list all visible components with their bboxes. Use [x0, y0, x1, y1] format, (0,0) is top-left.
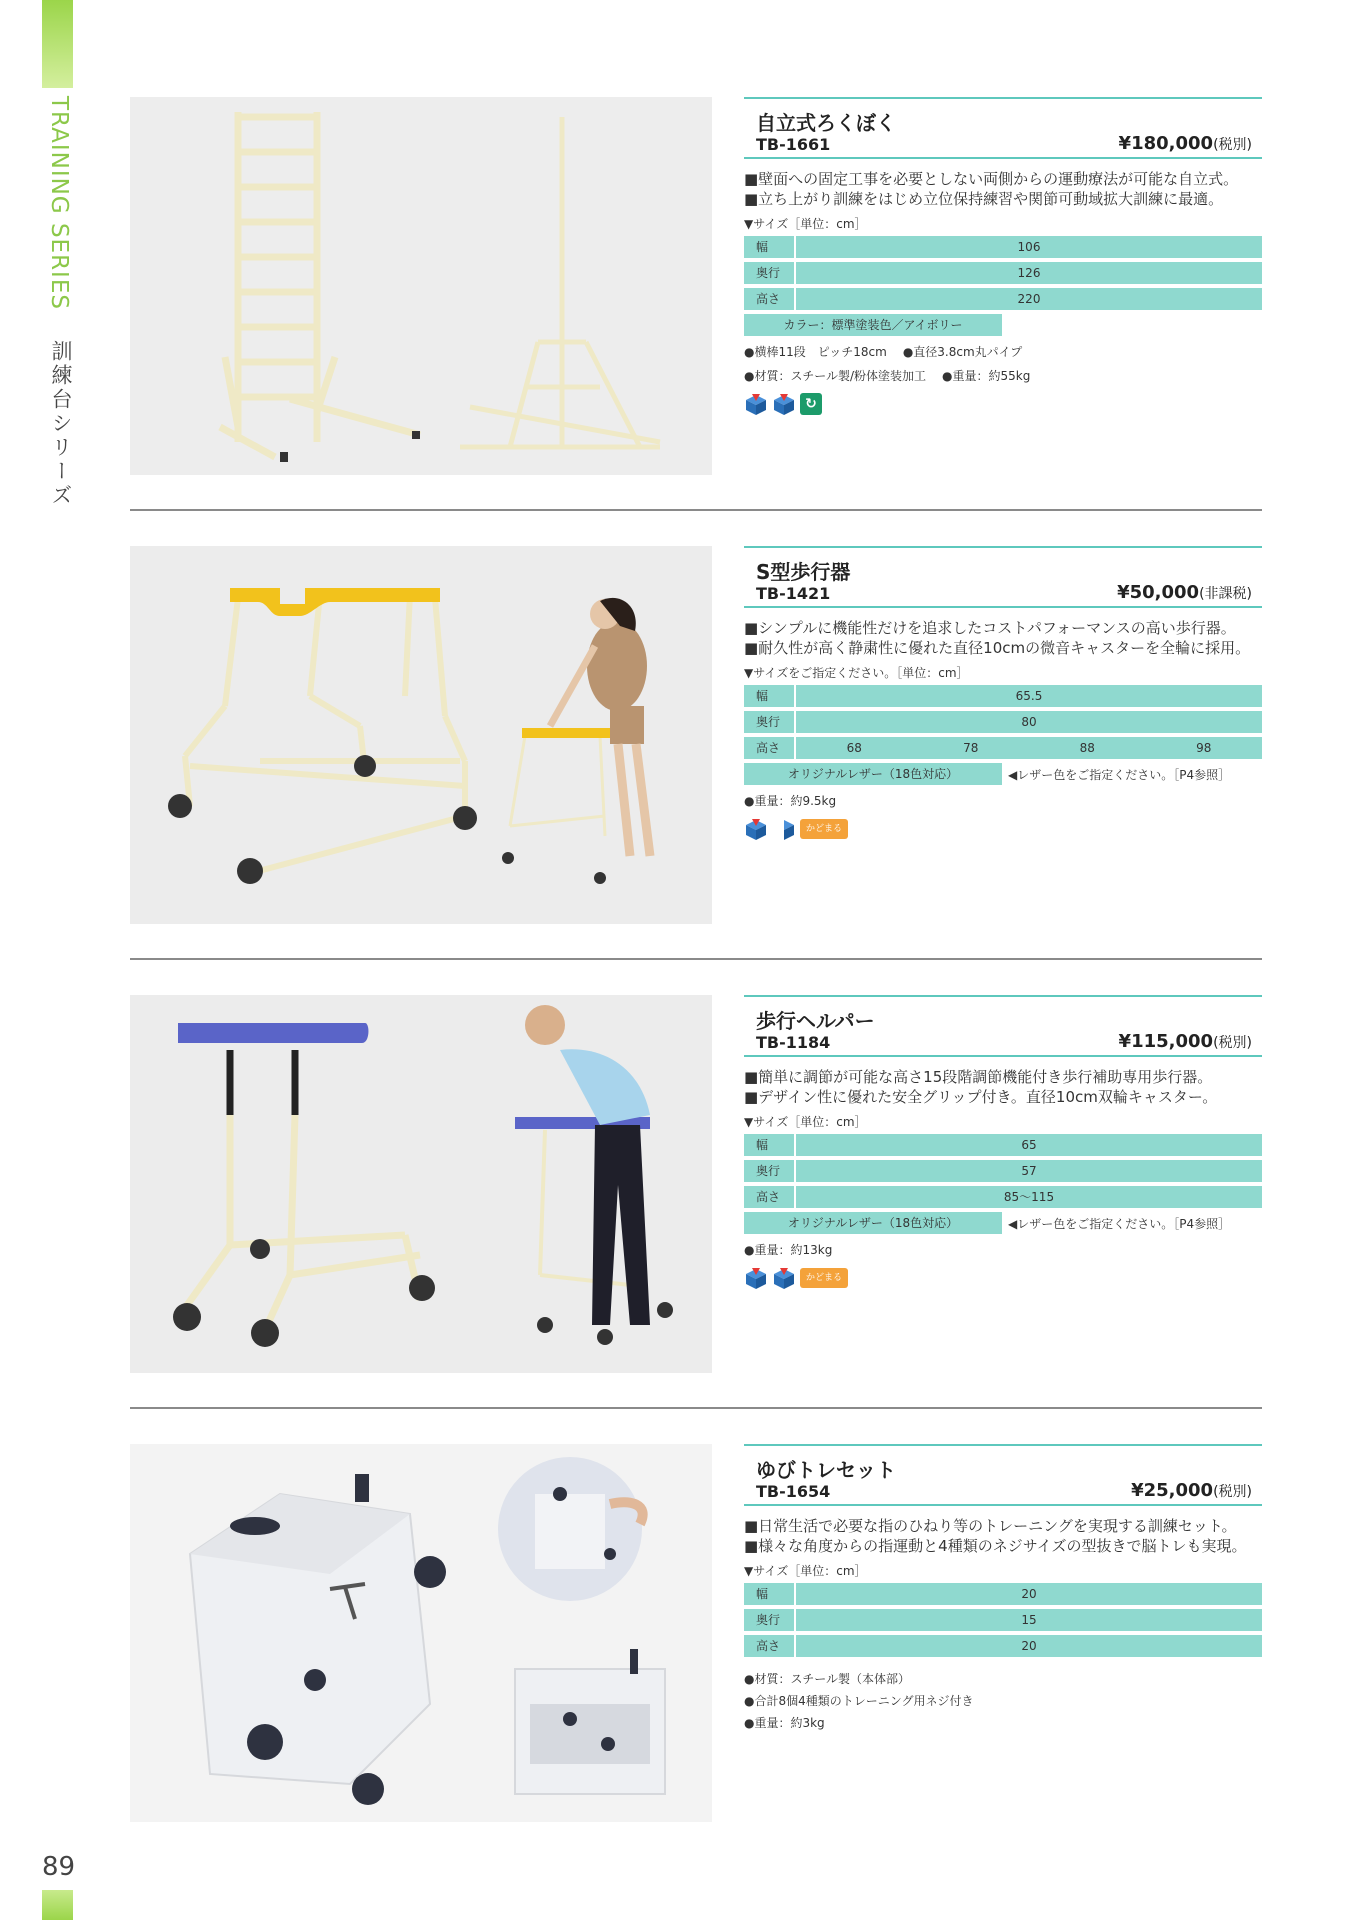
- size-label: 奥行: [744, 711, 796, 733]
- spec-item: ●材質：スチール製/粉体塗装加工: [744, 369, 927, 383]
- product-name: ゆびトレセット: [756, 1458, 896, 1482]
- tax-label: (税別): [1213, 1484, 1252, 1500]
- spec-item: ●重量：約3kg: [744, 1716, 825, 1730]
- feature-icons: [744, 817, 1262, 841]
- size-value: 106: [1017, 240, 1041, 254]
- leather-chip: オリジナルレザー（18色対応）: [744, 1212, 1002, 1234]
- size-row: [744, 1609, 1262, 1631]
- size-value: 85〜115: [1003, 1190, 1055, 1204]
- size-row: [744, 737, 1262, 759]
- leather-note: ◀レザー色をご指定ください。［P4参照］: [1008, 767, 1231, 782]
- series-title-en: TRAINING SERIES: [46, 96, 72, 310]
- size-row: [744, 1186, 1262, 1208]
- delivery-cube-icon: [744, 817, 768, 841]
- size-value: 20: [1021, 1639, 1037, 1653]
- product-info: [744, 995, 1262, 1290]
- delivery-cube-icon: [744, 1266, 768, 1290]
- size-value: 80: [1021, 715, 1037, 729]
- leather-chip-row: [744, 763, 1262, 785]
- product-price: [1117, 582, 1252, 603]
- size-row: [744, 685, 1262, 707]
- section-divider: [130, 509, 1262, 511]
- size-table: [744, 236, 1262, 310]
- heading-rule: [744, 1444, 1262, 1446]
- code-price-row: [744, 133, 1262, 159]
- rounded-corner-tag-icon: かどまる: [800, 819, 848, 839]
- color-chip: カラー：標準塗装色／アイボリー: [744, 314, 1002, 336]
- size-value: 20: [1021, 1587, 1037, 1601]
- spec-line: [744, 1715, 1262, 1731]
- product-code: TB-1184: [756, 1033, 831, 1052]
- sidebar-accent-top: [42, 0, 73, 88]
- leather-chip-row: [744, 1212, 1262, 1234]
- spec-line: [744, 368, 1262, 384]
- size-value: 57: [1021, 1164, 1037, 1178]
- tax-label: (非課税): [1199, 586, 1252, 602]
- size-label: 高さ: [744, 288, 796, 310]
- size-value: 65: [1021, 1138, 1037, 1152]
- heading-rule: [744, 995, 1262, 997]
- description-line: ■シンプルに機能性だけを追求したコストパフォーマンスの高い歩行器。: [744, 619, 1236, 637]
- spec-line: [744, 793, 1262, 809]
- price-value: ¥180,000: [1118, 133, 1214, 154]
- size-value: 65.5: [1015, 689, 1043, 703]
- size-value: 220: [1017, 292, 1041, 306]
- product-photo: [130, 995, 712, 1373]
- size-table: [744, 1134, 1262, 1208]
- size-caption: ▼サイズ［単位：cm］: [744, 1564, 867, 1578]
- description-line: ■簡単に調節が可能な高さ15段階調節機能付き歩行補助専用歩行器。: [744, 1068, 1213, 1086]
- section-divider: [130, 958, 1262, 960]
- delivery-cube-icon: [772, 392, 796, 416]
- size-label: 奥行: [744, 262, 796, 284]
- heading-rule: [744, 97, 1262, 99]
- feature-icons: [744, 392, 1262, 416]
- description-line: ■壁面への固定工事を必要としない両側からの運動療法が可能な自立式。: [744, 170, 1239, 188]
- spec-item: ●材質：スチール製（本体部）: [744, 1672, 910, 1686]
- spec-item: ●直径3.8cm丸パイプ: [902, 345, 1023, 359]
- product-card: [130, 1444, 1262, 1824]
- size-row: [744, 236, 1262, 258]
- spec-line: [744, 1671, 1262, 1687]
- product-card: [130, 995, 1262, 1375]
- tax-label: (税別): [1213, 1035, 1252, 1051]
- color-chip-row: [744, 314, 1262, 336]
- product-photo: [130, 1444, 712, 1822]
- height-option: 78: [963, 741, 979, 755]
- product-price: [1119, 1031, 1252, 1052]
- description-line: ■立ち上がり訓練をはじめ立位保持練習や関節可動域拡大訓練に最適。: [744, 190, 1224, 208]
- size-label: 高さ: [744, 1635, 796, 1657]
- product-name: 歩行ヘルパー: [756, 1009, 875, 1033]
- recycle-icon: ↻: [800, 393, 822, 415]
- product-code: TB-1421: [756, 584, 831, 603]
- spec-item: ●重量：約55kg: [942, 369, 1031, 383]
- size-label: 幅: [744, 1583, 796, 1605]
- product-photo: [130, 97, 712, 475]
- product-photo: [130, 546, 712, 924]
- description-line: ■耐久性が高く静粛性に優れた直径10cmの微音キャスターを全輪に採用。: [744, 639, 1251, 657]
- product-card: [130, 97, 1262, 477]
- size-row: [744, 262, 1262, 284]
- size-row: [744, 1160, 1262, 1182]
- size-table: [744, 685, 1262, 759]
- size-row: [744, 288, 1262, 310]
- series-title-ja: 訓練台シリーズ: [49, 340, 73, 508]
- size-row: [744, 1583, 1262, 1605]
- price-value: ¥25,000: [1131, 1480, 1214, 1501]
- spec-item: ●重量：約9.5kg: [744, 794, 837, 808]
- size-caption: ▼サイズをご指定ください。［単位：cm］: [744, 666, 969, 680]
- product-name: S型歩行器: [756, 560, 851, 584]
- product-description: [744, 1067, 1262, 1107]
- code-price-row: [744, 1031, 1262, 1057]
- tax-label: (税別): [1213, 137, 1252, 153]
- product-price: [1131, 1480, 1252, 1501]
- code-price-row: [744, 582, 1262, 608]
- size-value: 15: [1021, 1613, 1037, 1627]
- spec-line: [744, 1242, 1262, 1258]
- product-info: [744, 1444, 1262, 1731]
- product-card: [130, 546, 1262, 926]
- size-label: 奥行: [744, 1160, 796, 1182]
- leather-chip: オリジナルレザー（18色対応）: [744, 763, 1002, 785]
- height-options: [796, 737, 1262, 759]
- product-code: TB-1654: [756, 1482, 831, 1501]
- size-label: 奥行: [744, 1609, 796, 1631]
- description-line: ■デザイン性に優れた安全グリップ付き。直径10cm双輪キャスター。: [744, 1088, 1218, 1106]
- product-description: [744, 1516, 1262, 1556]
- product-price: [1119, 133, 1252, 154]
- size-row: [744, 1635, 1262, 1657]
- page-number: 89: [42, 1852, 76, 1882]
- product-info: [744, 97, 1262, 416]
- sidebar-accent-bottom: [42, 1890, 73, 1920]
- product-description: [744, 169, 1262, 209]
- product-name: 自立式ろくぼく: [756, 111, 896, 135]
- size-caption: ▼サイズ［単位：cm］: [744, 217, 867, 231]
- height-option: 88: [1079, 741, 1095, 755]
- product-description: [744, 618, 1262, 658]
- spec-line: [744, 344, 1262, 360]
- size-label: 高さ: [744, 737, 796, 759]
- size-label: 幅: [744, 1134, 796, 1156]
- product-code: TB-1661: [756, 135, 831, 154]
- leather-note: ◀レザー色をご指定ください。［P4参照］: [1008, 1216, 1231, 1231]
- height-option: 68: [846, 741, 862, 755]
- size-label: 幅: [744, 685, 796, 707]
- rounded-corner-tag-icon: かどまる: [800, 1268, 848, 1288]
- delivery-cube-icon: [772, 1266, 796, 1290]
- spec-item: ●横棒11段 ピッチ18cm: [744, 345, 887, 359]
- size-caption: ▼サイズ［単位：cm］: [744, 1115, 867, 1129]
- code-price-row: [744, 1480, 1262, 1506]
- size-label: 高さ: [744, 1186, 796, 1208]
- heading-rule: [744, 546, 1262, 548]
- price-value: ¥50,000: [1117, 582, 1200, 603]
- spec-item: ●重量：約13kg: [744, 1243, 833, 1257]
- height-option: 98: [1196, 741, 1212, 755]
- spec-line: [744, 1693, 1262, 1709]
- size-table: [744, 1583, 1262, 1657]
- spec-item: ●合計8個4種類のトレーニング用ネジ付き: [744, 1694, 974, 1708]
- partial-cube-icon: [772, 817, 796, 841]
- delivery-cube-icon: [744, 392, 768, 416]
- description-line: ■様々な角度からの指運動と4種類のネジサイズの型抜きで脳トレも実現。: [744, 1537, 1247, 1555]
- size-row: [744, 711, 1262, 733]
- size-row: [744, 1134, 1262, 1156]
- feature-icons: [744, 1266, 1262, 1290]
- product-info: [744, 546, 1262, 841]
- size-value: 126: [1017, 266, 1041, 280]
- section-divider: [130, 1407, 1262, 1409]
- size-label: 幅: [744, 236, 796, 258]
- description-line: ■日常生活で必要な指のひねり等のトレーニングを実現する訓練セット。: [744, 1517, 1237, 1535]
- price-value: ¥115,000: [1118, 1031, 1214, 1052]
